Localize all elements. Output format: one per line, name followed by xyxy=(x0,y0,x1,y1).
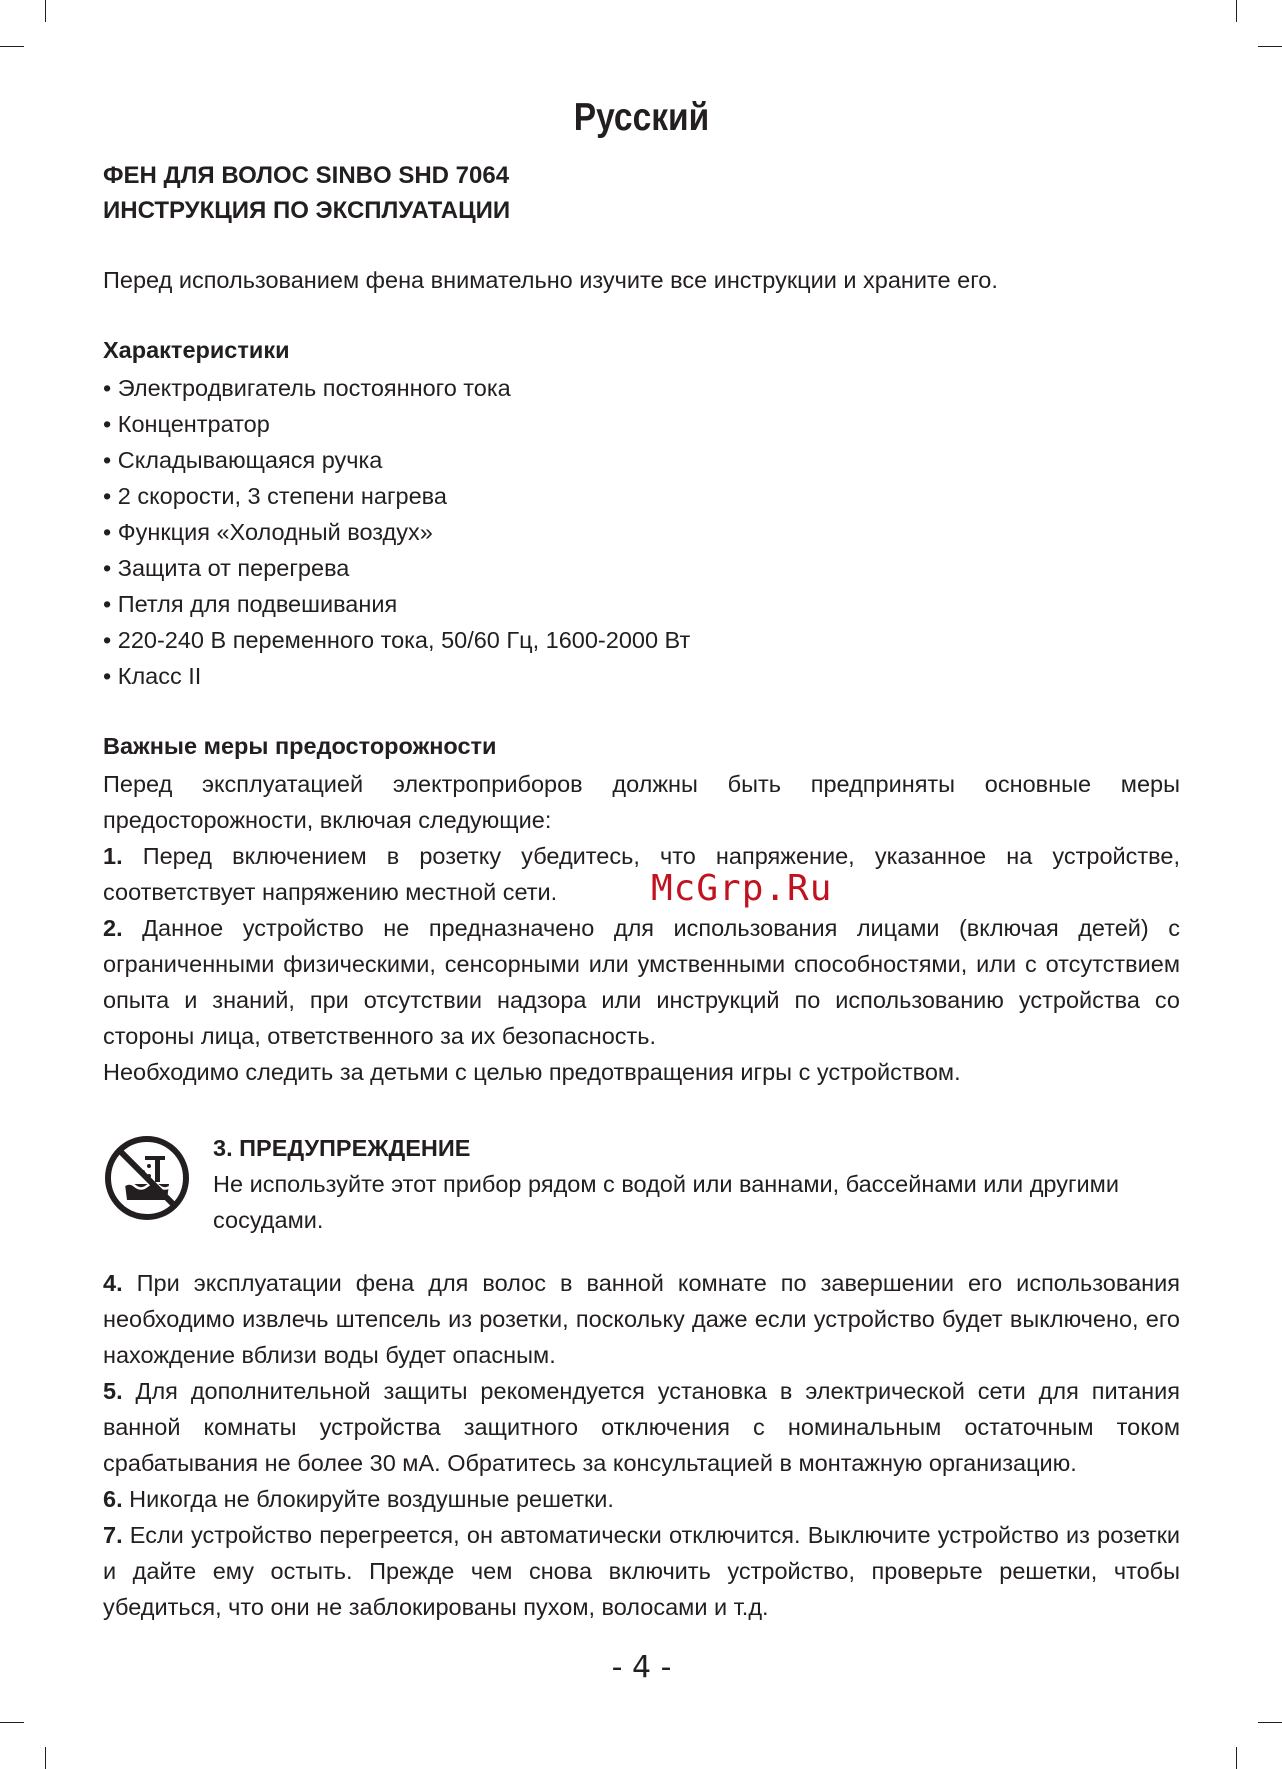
item-number: 2. xyxy=(103,915,123,941)
crop-mark xyxy=(1258,1722,1282,1723)
list-item: • Концентратор xyxy=(103,411,270,437)
crop-mark xyxy=(45,1747,46,1769)
language-title: Русский xyxy=(573,96,710,139)
list-item: • Защита от перегрева xyxy=(103,555,350,581)
precaution-item-1 xyxy=(103,838,1180,910)
features-list xyxy=(103,370,1180,694)
warning-block xyxy=(213,1130,1180,1238)
item-text: Никогда не блокируйте воздушные решетки. xyxy=(122,1486,614,1512)
list-item: • Функция «Холодный воздух» xyxy=(103,519,433,545)
list-item: • Класс II xyxy=(103,663,202,689)
item-number: 4. xyxy=(103,1270,123,1296)
list-item: • 2 скорости, 3 степени нагрева xyxy=(103,483,447,509)
item-number: 1. xyxy=(103,843,123,869)
list-item: • Электродвигатель постоянного тока xyxy=(103,375,511,401)
document-title xyxy=(103,158,510,228)
precaution-item-6 xyxy=(103,1481,1180,1517)
item-text: При эксплуатации фена для волос в ванной комнате по завершении его использования необходимо извлечь штепсель из розетки, поскольку даже если устройство будет выключено, его нахождение вблизи воды будет опасным. xyxy=(103,1270,1180,1368)
item-text: Если устройство перегреется, он автоматически отключится. Выключите устройство из розетки и дайте ему остыть. Прежде чем снова включить устройство, проверьте решетки, чтобы убедиться, что они не заблокированы пухом, волосами и т.д. xyxy=(103,1522,1180,1620)
item-number: 7. xyxy=(103,1522,123,1548)
item-text: Данное устройство не предназначено для использования лицами (включая детей) с ограниченными физическими, сенсорными или умственными способностями, или с отсутствием опыта и знаний, при отсутствии надзора или инструкций по использованию устройства со стороны лица, ответственного за их безопасность. xyxy=(103,915,1180,1049)
crop-mark xyxy=(1258,46,1282,47)
list-item: • Петля для подвешивания xyxy=(103,591,398,617)
title-line-1: ФЕН ДЛЯ ВОЛОС SINBO SHD 7064 xyxy=(103,162,510,189)
watermark: McGrp.Ru xyxy=(651,868,833,909)
page-number: - 4 - xyxy=(611,1650,672,1685)
crop-mark xyxy=(1236,1747,1237,1769)
title-line-2: ИНСТРУКЦИЯ ПО ЭКСПЛУАТАЦИИ xyxy=(103,197,511,224)
precaution-item-4 xyxy=(103,1265,1180,1373)
features-heading: Характеристики xyxy=(103,337,290,363)
crop-mark xyxy=(1236,0,1237,22)
intro-text: Перед использованием фена внимательно изучите все инструкции и храните его. xyxy=(103,267,998,293)
item-text: Для дополнительной защиты рекомендуется установка в электрической сети для питания ванной комнаты устройства защитного отключения с номинальным остаточным током срабатывания не более 30 мА. Обратитесь за консультацией в монтажную организацию. xyxy=(103,1378,1180,1476)
precautions-continued xyxy=(103,1265,1180,1625)
list-item: • 220-240 В переменного тока, 50/60 Гц, 1600-2000 Вт xyxy=(103,627,691,653)
precaution-item-2 xyxy=(103,910,1180,1054)
item-number: 5. xyxy=(103,1378,123,1404)
precautions-heading: Важные меры предосторожности xyxy=(103,733,497,759)
children-note: Необходимо следить за детьми с целью предотвращения игры с устройством. xyxy=(103,1059,961,1085)
item-text: Перед включением в розетку убедитесь, что напряжение, указанное на устройстве, соответствует напряжению местной сети. xyxy=(103,843,1180,905)
crop-mark xyxy=(0,46,24,47)
crop-mark xyxy=(0,1722,24,1723)
warning-title: 3. ПРЕДУПРЕЖДЕНИЕ xyxy=(213,1135,471,1161)
precautions-body xyxy=(103,766,1180,1090)
no-water-prohibition-icon xyxy=(103,1134,191,1222)
precautions-intro: Перед эксплуатацией электроприборов должны быть предприняты основные меры предосторожности, включая следующие: xyxy=(103,771,1180,833)
precaution-item-7 xyxy=(103,1517,1180,1625)
list-item: • Складывающаяся ручка xyxy=(103,447,383,473)
precaution-item-5 xyxy=(103,1373,1180,1481)
crop-mark xyxy=(45,0,46,22)
item-number: 6. xyxy=(103,1486,123,1512)
warning-text: Не используйте этот прибор рядом с водой или ваннами, бассейнами или другими сосудами. xyxy=(213,1171,1119,1233)
